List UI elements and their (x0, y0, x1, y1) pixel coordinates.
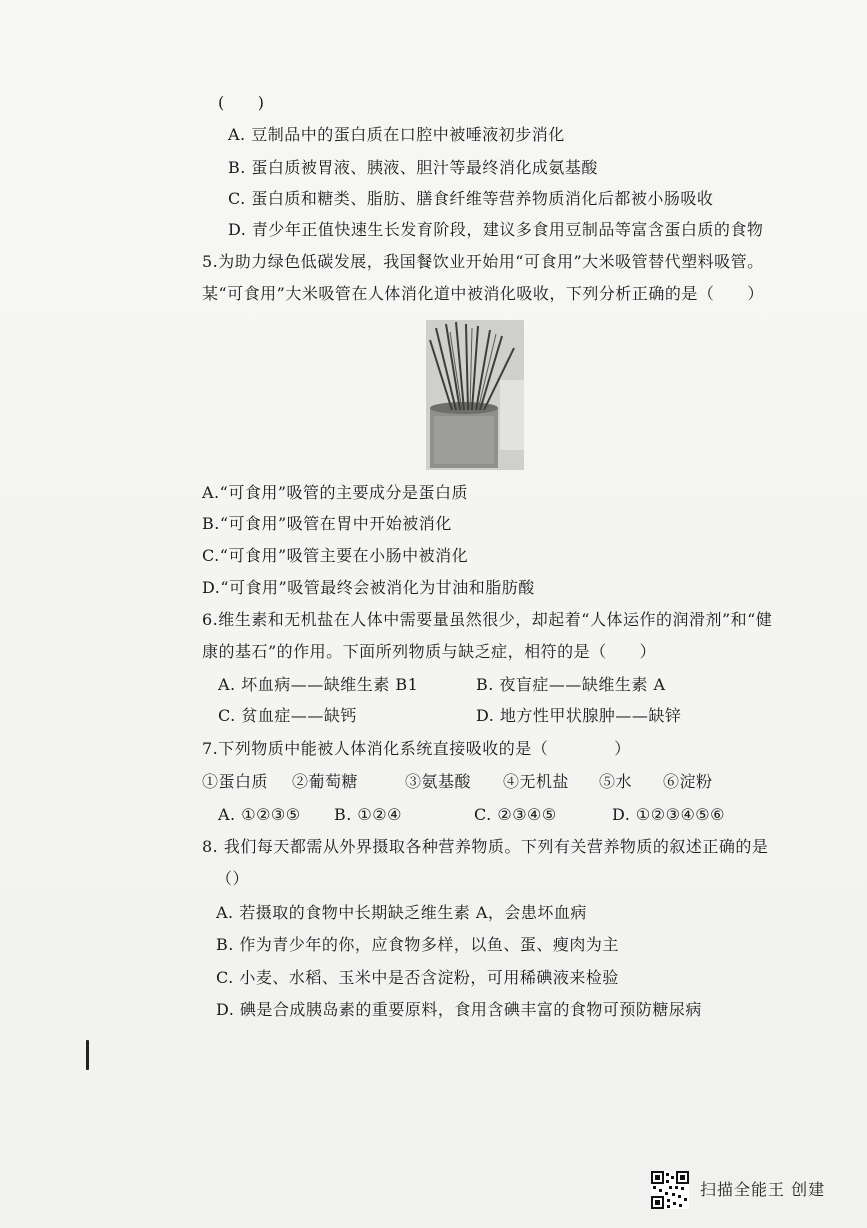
q7-option-a: A. ①②③⑤ (218, 805, 301, 824)
q4-option-b: B. 蛋白质被胃液、胰液、胆汁等最终消化成氨基酸 (228, 158, 598, 177)
qr-code-icon (651, 1171, 689, 1209)
q5-stem-line2: 某“可食用”大米吸管在人体消化道中被消化吸收，下列分析正确的是（ ） (202, 284, 764, 303)
q4-option-c: C. 蛋白质和糖类、脂肪、膳食纤维等营养物质消化后都被小肠吸收 (228, 189, 714, 208)
q4-option-a: A. 豆制品中的蛋白质在口腔中被唾液初步消化 (228, 125, 565, 144)
q8-stem: 8. 我们每天都需从外界摄取各种营养物质。下列有关营养物质的叙述正确的是 (202, 837, 769, 856)
q7-stem: 7.下列物质中能被人体消化系统直接吸收的是（ ） (202, 739, 631, 758)
q5-option-b: B.“可食用”吸管在胃中开始被消化 (202, 514, 452, 533)
q6-option-a: A. 坏血病——缺维生素 B1 (218, 675, 419, 694)
margin-ink-mark (86, 1040, 89, 1070)
q5-option-d: D.“可食用”吸管最终会被消化为甘油和脂肪酸 (202, 578, 535, 597)
q7-option-c: C. ②③④⑤ (474, 805, 557, 824)
q5-option-a: A.“可食用”吸管的主要成分是蛋白质 (202, 483, 469, 502)
q8-option-d: D. 碘是合成胰岛素的重要原料，食用含碘丰富的食物可预防糖尿病 (216, 1000, 702, 1019)
q7-item-1: ①蛋白质 (202, 772, 269, 791)
q6-option-b: B. 夜盲症——缺维生素 A (476, 675, 666, 694)
q8-option-a: A. 若摄取的食物中长期缺乏维生素 A，会患坏血病 (216, 903, 587, 922)
rice-straw-photo (426, 320, 524, 470)
q6-stem-line2: 康的基石”的作用。下面所列物质与缺乏症，相符的是（ ） (202, 642, 657, 661)
q5-stem-line1: 5.为助力绿色低碳发展，我国餐饮业开始用“可食用”大米吸管替代塑料吸管。 (202, 252, 764, 271)
q7-item-2: ②葡萄糖 (292, 772, 359, 791)
q7-item-4: ④无机盐 (503, 772, 570, 791)
q7-item-3: ③氨基酸 (405, 772, 472, 791)
q6-option-d: D. 地方性甲状腺肿——缺锌 (476, 706, 682, 725)
q6-option-c: C. 贫血症——缺钙 (218, 706, 357, 725)
q8-option-b: B. 作为青少年的你，应食物多样，以鱼、蛋、瘦肉为主 (216, 935, 619, 954)
q7-option-b: B. ①②④ (334, 805, 402, 824)
q5-option-c: C.“可食用”吸管主要在小肠中被消化 (202, 546, 469, 565)
q7-option-d: D. ①②③④⑤⑥ (612, 805, 725, 824)
q4-option-d: D. 青少年正值快速生长发育阶段，建议多食用豆制品等富含蛋白质的食物 (228, 220, 764, 239)
scanner-watermark: 扫描全能王 创建 (700, 1180, 826, 1199)
q4-paren: ( ) (218, 93, 265, 112)
q8-option-c: C. 小麦、水稻、玉米中是否含淀粉，可用稀碘液来检验 (216, 968, 619, 987)
q7-item-6: ⑥淀粉 (663, 772, 713, 791)
q6-stem-line1: 6.维生素和无机盐在人体中需要量虽然很少，却起着“人体运作的润滑剂”和“健 (202, 610, 773, 629)
q7-item-5: ⑤水 (599, 772, 633, 791)
q8-paren: （） (216, 869, 250, 888)
